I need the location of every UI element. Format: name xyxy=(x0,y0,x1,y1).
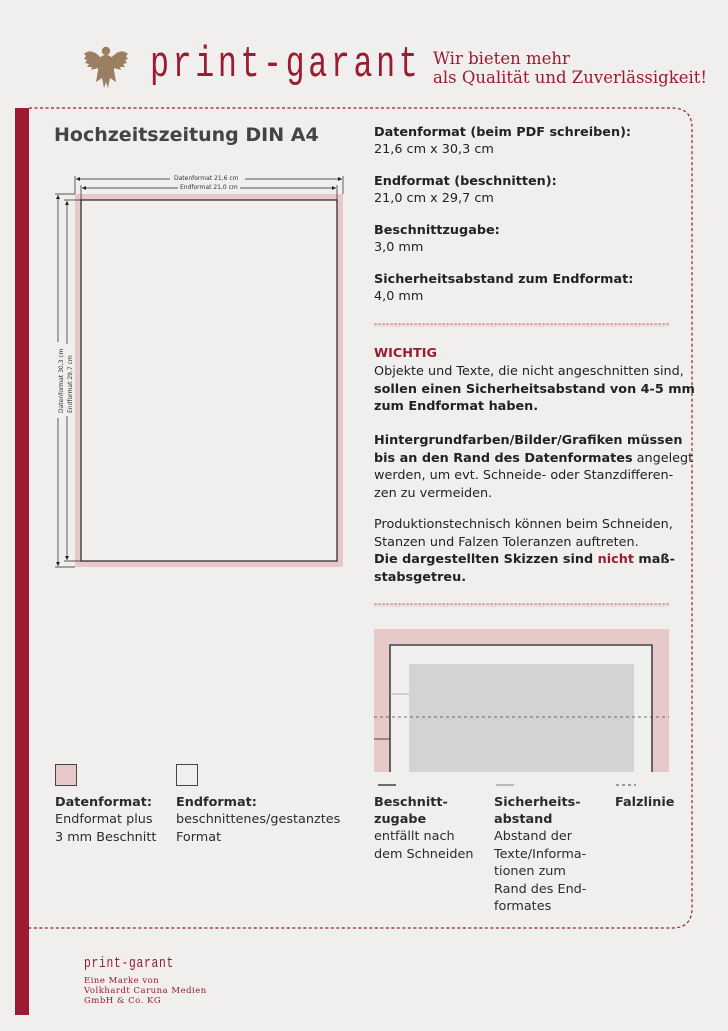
important-paragraph-1 xyxy=(374,363,695,416)
legend-datenformat xyxy=(55,794,156,846)
text-line: Hintergrundfarben/Bilder/Grafiken müssen xyxy=(374,433,683,448)
legend-text: entfällt nach dem Schneiden xyxy=(374,829,474,862)
page-title: Hochzeitszeitung DIN A4 xyxy=(54,124,319,146)
brand-logo-text: print-garant xyxy=(150,40,422,90)
legend-text: Endformat plus 3 mm Beschnitt xyxy=(55,812,157,845)
legend-sicherheitsabstand xyxy=(494,794,586,916)
footer-logo: print-garant xyxy=(84,955,175,972)
spec-label: Sicherheitsabstand zum Endformat: xyxy=(374,272,634,287)
label-endformat-width: Endformat 21,0 cm xyxy=(180,184,238,191)
spec-label: Beschnittzugabe: xyxy=(374,223,500,238)
legend-falzlinie xyxy=(615,794,674,811)
important-paragraph-3 xyxy=(374,516,675,586)
text-line: stabsgetreu. xyxy=(374,569,467,585)
important-heading: WICHTIG xyxy=(374,346,437,361)
legend-endformat xyxy=(176,794,340,846)
text-line: zen zu vermeiden. xyxy=(374,485,493,501)
spec-datenformat xyxy=(374,124,631,158)
text-highlight: nicht xyxy=(597,552,634,567)
spec-value: 21,0 cm x 29,7 cm xyxy=(374,191,494,206)
label-datenformat-width: Datenformat 21,6 cm xyxy=(174,175,239,182)
legend-title: Beschnitt- zugabe xyxy=(374,795,448,827)
datenformat-swatch xyxy=(55,764,77,786)
legend-title: Datenformat: xyxy=(55,795,153,810)
text-line: werden, um evt. Schneide- oder Stanzdifferen- xyxy=(374,468,674,483)
text-bold: bis an den Rand des Datenformates xyxy=(374,450,633,466)
text-line xyxy=(374,450,693,468)
legend-title: Falzlinie xyxy=(615,795,675,810)
text-line: zum Endformat haben. xyxy=(374,399,539,414)
spec-value: 4,0 mm xyxy=(374,289,424,304)
safe-area xyxy=(409,664,634,772)
legend-beschnittzugabe xyxy=(374,794,473,863)
text-bold: Die dargestellten Skizzen sind xyxy=(374,552,598,567)
spec-value: 21,6 cm x 30,3 cm xyxy=(374,142,494,157)
text-regular: angelegt xyxy=(632,450,694,466)
spec-label: Datenformat (beim PDF schreiben): xyxy=(374,125,632,140)
text-line: Stanzen und Falzen Toleranzen auftreten. xyxy=(374,534,639,550)
detail-sketch xyxy=(374,629,670,775)
spec-beschnittzugabe xyxy=(374,222,500,256)
legend-title: Sicherheits- abstand xyxy=(494,795,581,827)
tagline-line-1: Wir bieten mehr xyxy=(433,49,570,68)
legend-line-samples xyxy=(378,781,638,789)
spec-label: Endformat (beschnitten): xyxy=(374,174,557,189)
legend-text: Abstand der Texte/Informa- tionen zum Rand des End- formates xyxy=(494,829,587,914)
endformat-area xyxy=(81,200,337,561)
label-datenformat-height: Datenformat 30,3 cm xyxy=(58,348,65,413)
text-line xyxy=(374,551,675,569)
legend-text: beschnittenes/gestanztes Format xyxy=(176,812,341,845)
footer-company: Eine Marke von Volkhardt Caruna Medien GmbH & Co. KG xyxy=(84,976,207,1006)
endformat-swatch xyxy=(176,764,198,786)
spec-endformat xyxy=(374,173,557,207)
text-line: sollen einen Sicherheitsabstand von 4-5 mm xyxy=(374,381,695,397)
spec-value: 3,0 mm xyxy=(374,240,424,255)
tagline-line-2: als Qualität und Zuverlässigkeit! xyxy=(433,68,708,87)
text-line: Produktionstechnisch können beim Schneiden, xyxy=(374,517,673,532)
format-diagram xyxy=(50,170,350,575)
spec-sicherheitsabstand xyxy=(374,271,633,305)
legend-title: Endformat: xyxy=(176,795,257,810)
text-bold: maß- xyxy=(633,552,675,567)
important-paragraph-2 xyxy=(374,432,693,502)
label-endformat-height: Endformat 29,7 cm xyxy=(67,355,74,413)
text-line: Objekte und Texte, die nicht angeschnitten sind, xyxy=(374,364,684,379)
